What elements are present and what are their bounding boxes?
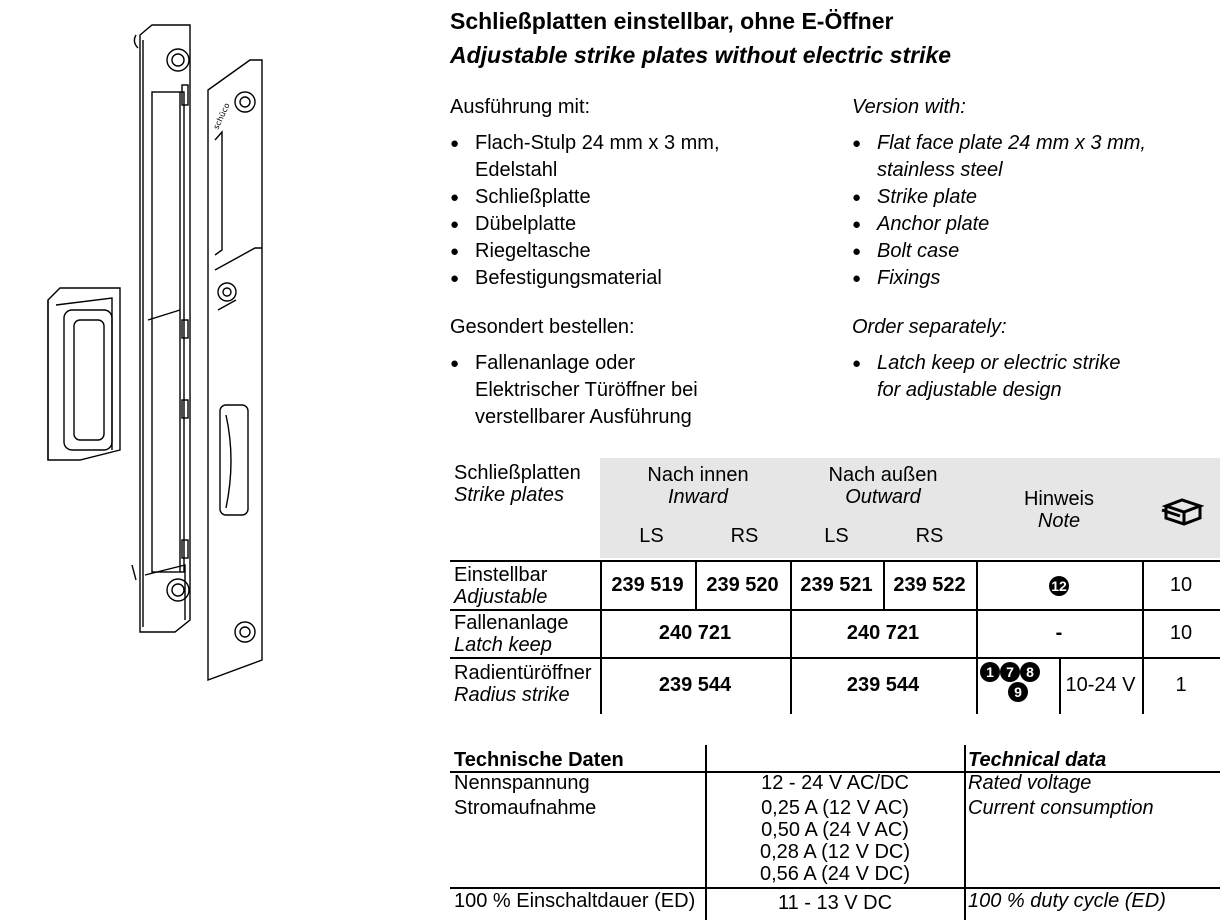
tech-head-en: Technical data [968,749,1107,771]
page-title-en: Adjustable strike plates without electric strike [450,42,952,68]
tech-head-de: Technische Daten [454,749,624,771]
col-inward-en: Inward [667,486,729,508]
list-item: ● Anchor plate [852,211,1212,238]
col-note-en: Note [1037,510,1081,532]
col-inward-rs: RS [730,525,759,547]
order-heading-de: Gesondert bestellen: [450,316,635,338]
tech-label-de: Stromaufnahme [454,797,597,819]
col-outward-de: Nach außen [828,464,938,486]
package-icon [1160,496,1206,528]
article-number: 239 522 [893,574,966,596]
tech-label-de: Nennspannung [454,772,590,794]
list-item: ● Befestigungsmaterial [450,265,830,292]
note-badge: 12 [976,574,1142,596]
article-number: 239 520 [706,574,779,596]
pack-quantity: 10 [1169,622,1193,644]
version-list-de [450,130,830,292]
order-list-de [450,350,830,431]
note-badge: 9 [1008,682,1028,702]
tech-value: 0,56 A (24 V DC) [759,863,911,885]
row-label-de: Einstellbar [454,564,548,586]
order-list-en [852,350,1212,404]
tech-value: 0,50 A (24 V AC) [761,819,909,841]
note-badge: 8 [1020,662,1040,682]
row-label-en: Latch keep [454,634,552,656]
col-divider [964,745,966,920]
article-number: 240 721 [658,622,732,644]
list-item: ● Fallenanlage oder Elektrischer Türöffner bei verstellbarer Ausführung [450,350,830,431]
list-item: ● Schließplatte [450,184,830,211]
note-value: - [1055,622,1063,644]
col-strike-plates-en: Strike plates [454,484,565,506]
row-label-de: Radientüröffner [454,662,592,684]
row-label-en: Radius strike [454,684,570,706]
col-note-de: Hinweis [1023,488,1095,510]
list-item: ● Flat face plate 24 mm x 3 mm, stainless steel [852,130,1212,184]
tech-label-de: 100 % Einschaltdauer (ED) [454,890,696,912]
note-badge: 7 [1000,662,1020,682]
col-outward-en: Outward [845,486,921,508]
row-divider [450,887,1220,889]
row-divider [450,609,1220,611]
tech-label-en: 100 % duty cycle (ED) [968,890,1166,912]
tech-label-en: Rated voltage [968,772,1092,794]
order-heading-en: Order separately: [852,316,1007,338]
row-divider [450,560,1220,562]
pack-quantity: 10 [1169,574,1193,596]
tech-value: 12 - 24 V AC/DC [761,772,909,794]
col-strike-plates-de: Schließplatten [454,462,581,484]
list-item: ● Bolt case [852,238,1212,265]
tech-label-en: Current consumption [968,797,1154,819]
row-label-en: Adjustable [454,586,548,608]
pack-quantity: 1 [1175,674,1187,696]
row-label-de: Fallenanlage [454,612,569,634]
row-divider [450,657,1220,659]
col-outward-ls: LS [824,525,849,547]
list-item: ● Dübelplatte [450,211,830,238]
strike-plate-table [450,458,1220,714]
list-item: ● Riegeltasche [450,238,830,265]
note-badges [980,662,1056,702]
version-list-en [852,130,1212,292]
list-item: ● Latch keep or electric strike for adjustable design [852,350,1212,404]
article-number: 239 544 [658,674,732,696]
tech-value: 0,25 A (12 V AC) [761,797,909,819]
article-number: 239 544 [846,674,920,696]
tech-value: 0,28 A (12 V DC) [759,841,911,863]
note-badge: 1 [980,662,1000,682]
article-number: 239 521 [800,574,873,596]
article-number: 240 721 [846,622,920,644]
page-title-de: Schließplatten einstellbar, ohne E-Öffner [450,8,894,34]
svg-text:schüco: schüco [211,101,232,131]
list-item: ● Strike plate [852,184,1212,211]
col-inward-de: Nach innen [647,464,749,486]
voltage-value: 10-24 V [1065,674,1136,696]
list-item: ● Flach-Stulp 24 mm x 3 mm, Edelstahl [450,130,830,184]
list-item: ● Fixings [852,265,1212,292]
version-heading-en: Version with: [852,96,966,118]
article-number: 239 519 [611,574,684,596]
col-inward-ls: LS [639,525,664,547]
tech-value: 11 - 13 V DC [777,892,893,914]
col-outward-rs: RS [915,525,944,547]
version-heading-de: Ausführung mit: [450,96,591,118]
strike-plate-illustration [40,20,280,690]
technical-data-table [450,745,1220,920]
